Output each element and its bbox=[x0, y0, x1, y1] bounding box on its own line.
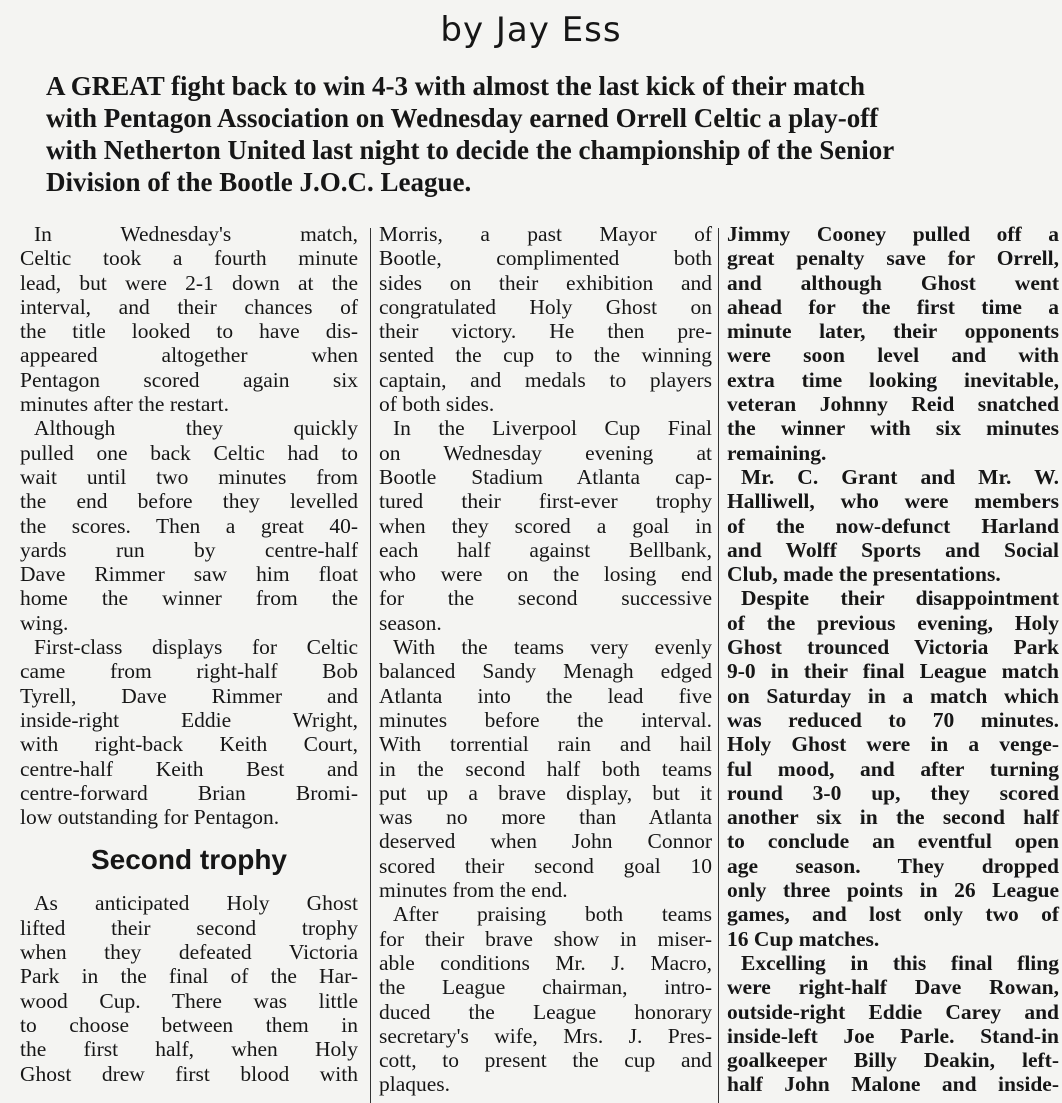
text-line: was reduced to 70 minutes. bbox=[727, 707, 1059, 732]
text-line: Excelling in this final fling bbox=[741, 950, 1059, 975]
text-line: age season. They dropped bbox=[727, 853, 1059, 878]
text-line: were soon level and with bbox=[727, 343, 1059, 368]
text-line: pulled one back Celtic had to bbox=[20, 440, 358, 465]
text-line: Mr. C. Grant and Mr. W. bbox=[741, 464, 1059, 489]
article-paragraph bbox=[727, 586, 1059, 950]
text-line: season. bbox=[379, 610, 442, 635]
text-line: centre-forward Brian Bromi- bbox=[20, 780, 358, 805]
text-line: With torrential rain and hail bbox=[379, 732, 712, 757]
text-line: Celtic took a fourth minute bbox=[20, 246, 358, 271]
text-line: half John Malone and inside- bbox=[727, 1072, 1059, 1097]
text-line: inside-left Joe Parle. Stand-in bbox=[727, 1023, 1059, 1048]
text-line: Bootle, complimented both bbox=[379, 246, 712, 271]
text-line: for their brave show in miser- bbox=[379, 926, 712, 951]
byline: by Jay Ess bbox=[440, 10, 622, 50]
text-line: extra time looking inevitable, bbox=[727, 367, 1059, 392]
text-line: on Wednesday evening at bbox=[379, 440, 712, 465]
text-line: only three points in 26 League bbox=[727, 878, 1059, 903]
text-line: Pentagon scored again six bbox=[20, 367, 358, 392]
text-line: After praising both teams bbox=[393, 902, 712, 927]
text-line: Dave Rimmer saw him float bbox=[20, 562, 358, 587]
intro-line: A GREAT fight back to win 4-3 with almost the last kick of their match bbox=[46, 71, 866, 101]
text-line: Ghost trounced Victoria Park bbox=[727, 635, 1059, 660]
text-line: secretary's wife, Mrs. J. Pres- bbox=[379, 1023, 712, 1048]
text-line: the end before they levelled bbox=[20, 489, 358, 514]
column-3 bbox=[727, 222, 1059, 1097]
text-line: Although they quickly bbox=[34, 416, 358, 441]
text-line: to conclude an eventful open bbox=[727, 829, 1059, 854]
text-line: Tyrell, Dave Rimmer and bbox=[20, 683, 358, 708]
text-line: wood Cup. There was little bbox=[20, 988, 358, 1013]
text-line: able conditions Mr. J. Macro, bbox=[379, 950, 712, 975]
text-line: Ghost drew first blood with bbox=[20, 1061, 358, 1086]
text-line: appeared altogether when bbox=[20, 343, 358, 368]
text-line: ahead for the first time a bbox=[727, 294, 1059, 319]
text-line: remaining. bbox=[727, 440, 827, 465]
text-line: sented the cup to the winning bbox=[379, 343, 712, 368]
text-line: Bootle Stadium Atlanta cap- bbox=[379, 464, 712, 489]
article-paragraph bbox=[20, 635, 358, 829]
text-line: Despite their disappointment bbox=[741, 586, 1059, 611]
text-line: 9-0 in their final League match bbox=[727, 659, 1059, 684]
text-line: Morris, a past Mayor of bbox=[379, 222, 712, 246]
section-heading: Second trophy bbox=[90, 844, 287, 876]
text-line: deserved when John Connor bbox=[379, 829, 712, 854]
text-line: plaques. bbox=[379, 1072, 451, 1097]
text-line: balanced Sandy Menagh edged bbox=[379, 659, 712, 684]
text-line: the winner with six minutes bbox=[727, 416, 1059, 441]
text-line: In the Liverpool Cup Final bbox=[393, 416, 712, 441]
text-line: the scores. Then a great 40- bbox=[20, 513, 358, 538]
text-line: Club, made the presentations. bbox=[727, 562, 1001, 587]
text-line: As anticipated Holy Ghost bbox=[34, 891, 358, 916]
article-paragraph bbox=[379, 416, 712, 635]
text-line: the League chairman, intro- bbox=[379, 975, 712, 1000]
article-paragraph bbox=[379, 635, 712, 902]
intro-line: with Pentagon Association on Wednesday earned Orrell Celtic a play-off bbox=[46, 103, 879, 133]
article-paragraph bbox=[379, 902, 712, 1096]
text-line: of the previous evening, Holy bbox=[727, 610, 1059, 635]
text-line: home the winner from the bbox=[20, 586, 358, 611]
text-line: the title looked to have dis- bbox=[20, 319, 358, 344]
text-line: on Saturday in a match which bbox=[727, 683, 1059, 708]
text-line: and Wolff Sports and Social bbox=[727, 537, 1059, 562]
text-line: Park in the final of the Har- bbox=[20, 964, 358, 989]
column-2 bbox=[379, 222, 712, 1097]
text-line: in the second half both teams bbox=[379, 756, 712, 781]
text-line: yards run by centre-half bbox=[20, 537, 358, 562]
text-line: minutes after the restart. bbox=[20, 392, 229, 417]
text-line: Jimmy Cooney pulled off a bbox=[727, 222, 1059, 246]
intro-line: with Netherton United last night to decide the championship of the Senior bbox=[46, 135, 895, 165]
text-line: of the now-defunct Harland bbox=[727, 513, 1059, 538]
text-line: another six in the second half bbox=[727, 805, 1059, 830]
text-line: 16 Cup matches. bbox=[727, 926, 880, 951]
article-paragraph bbox=[727, 222, 1059, 465]
text-line: minutes before the interval. bbox=[379, 707, 712, 732]
text-line: to choose between them in bbox=[20, 1012, 358, 1037]
text-line: their victory. He then pre- bbox=[379, 319, 712, 344]
text-line: wait until two minutes from bbox=[20, 464, 358, 489]
text-line: In Wednesday's match, bbox=[34, 222, 358, 246]
text-line: inside-right Eddie Wright, bbox=[20, 707, 358, 732]
article-paragraph bbox=[20, 222, 358, 416]
intro-line: Division of the Bootle J.O.C. League. bbox=[46, 167, 472, 197]
intro-paragraph bbox=[46, 70, 1041, 198]
text-line: wing. bbox=[20, 610, 69, 635]
text-line: interval, and their chances of bbox=[20, 294, 358, 319]
text-line: when they defeated Victoria bbox=[20, 940, 358, 965]
text-line: low outstanding for Pentagon. bbox=[20, 805, 280, 830]
text-line: who were on the losing end bbox=[379, 562, 712, 587]
text-line: each half against Bellbank, bbox=[379, 537, 712, 562]
article-paragraph bbox=[727, 465, 1059, 586]
text-line: cott, to present the cup and bbox=[379, 1048, 712, 1073]
text-line: of both sides. bbox=[379, 392, 495, 417]
text-line: lead, but were 2-1 down at the bbox=[20, 270, 358, 295]
text-line: was no more than Atlanta bbox=[379, 805, 712, 830]
text-line: when they scored a goal in bbox=[379, 513, 712, 538]
text-line: games, and lost only two of bbox=[727, 902, 1059, 927]
text-line: Atlanta into the lead five bbox=[379, 683, 712, 708]
text-line: captain, and medals to players bbox=[379, 367, 712, 392]
article-paragraph bbox=[20, 891, 358, 1085]
text-line: With the teams very evenly bbox=[393, 635, 712, 660]
text-line: Halliwell, who were members bbox=[727, 489, 1059, 514]
text-line: minute later, their opponents bbox=[727, 319, 1059, 344]
text-line: for the second successive bbox=[379, 586, 712, 611]
text-line: goalkeeper Billy Deakin, left- bbox=[727, 1048, 1059, 1073]
text-line: came from right-half Bob bbox=[20, 659, 358, 684]
text-line: lifted their second trophy bbox=[20, 915, 358, 940]
column-rule bbox=[370, 228, 371, 1103]
text-line: centre-half Keith Best and bbox=[20, 756, 358, 781]
text-line: duced the League honorary bbox=[379, 999, 712, 1024]
article-paragraph bbox=[20, 416, 358, 635]
text-line: scored their second goal 10 bbox=[379, 853, 712, 878]
text-line: round 3-0 up, they scored bbox=[727, 780, 1059, 805]
column-1 bbox=[20, 222, 358, 1086]
text-line: sides on their exhibition and bbox=[379, 270, 712, 295]
text-line: ful mood, and after turning bbox=[727, 756, 1059, 781]
text-line: put up a brave display, but it bbox=[379, 780, 712, 805]
text-line: with right-back Keith Court, bbox=[20, 732, 358, 757]
column-rule bbox=[718, 228, 719, 1103]
text-line: congratulated Holy Ghost on bbox=[379, 294, 712, 319]
text-line: Holy Ghost were in a venge- bbox=[727, 732, 1059, 757]
article-paragraph bbox=[379, 222, 712, 416]
text-line: minutes from the end. bbox=[379, 878, 568, 903]
text-line: First-class displays for Celtic bbox=[34, 635, 358, 660]
text-line: veteran Johnny Reid snatched bbox=[727, 392, 1059, 417]
text-line: were right-half Dave Rowan, bbox=[727, 975, 1059, 1000]
text-line: and although Ghost went bbox=[727, 270, 1059, 295]
text-line: tured their first-ever trophy bbox=[379, 489, 712, 514]
text-line: the first half, when Holy bbox=[20, 1037, 358, 1062]
text-line: great penalty save for Orrell, bbox=[727, 246, 1059, 271]
article-paragraph bbox=[727, 951, 1059, 1097]
text-line: outside-right Eddie Carey and bbox=[727, 999, 1059, 1024]
